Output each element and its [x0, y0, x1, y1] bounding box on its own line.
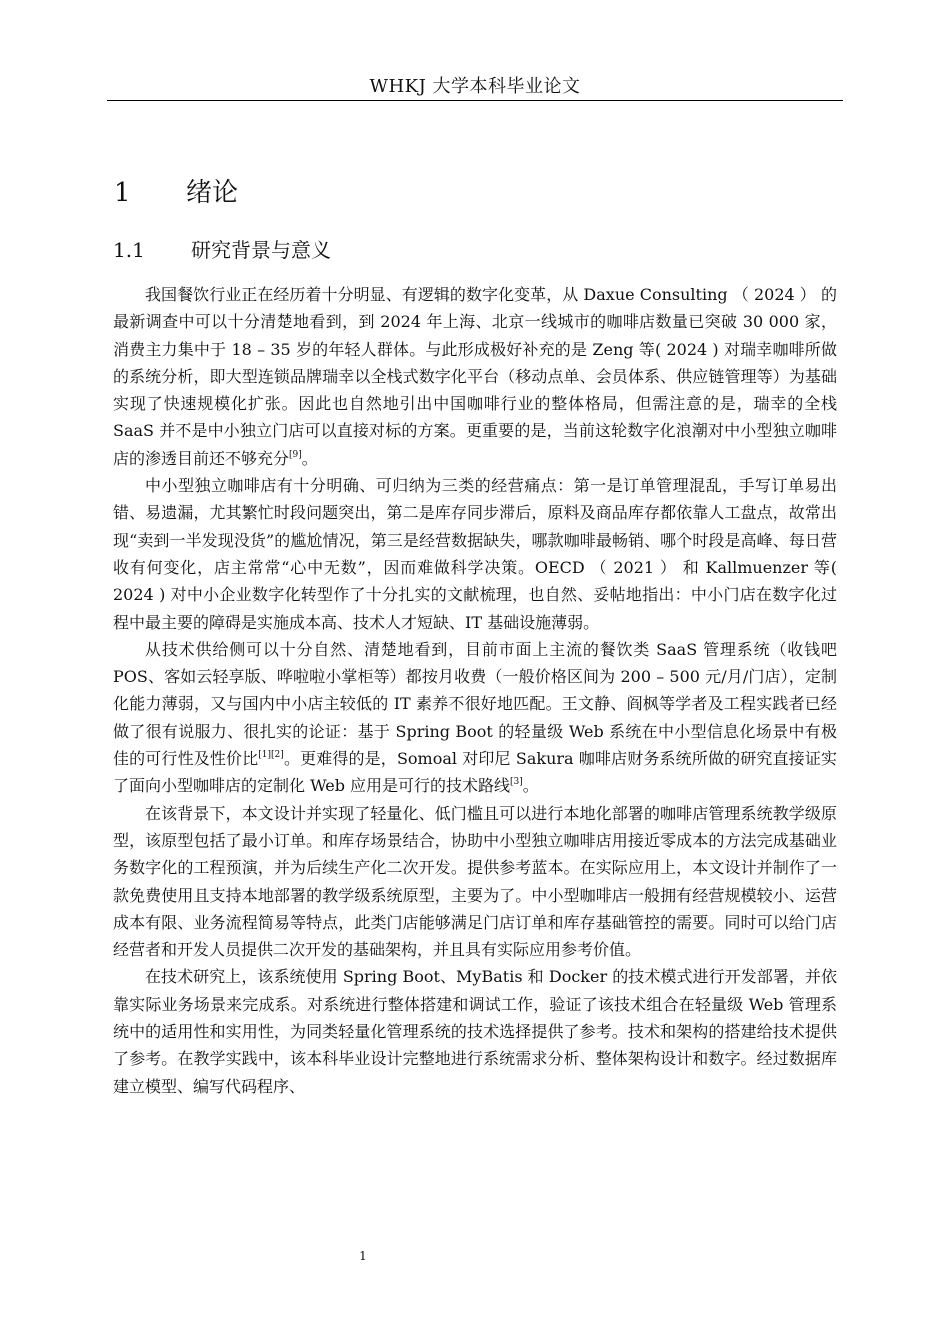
section-heading: [113, 233, 331, 267]
paragraph-text: 中小型独立咖啡店有十分明确、可归纳为三类的经营痛点：第一是订单管理混乱，手写订单易出错、易遗漏，尤其繁忙时段问题突出，第二是库存同步滞后，原料及商品库存都依靠人工盘点，故常出现“卖到一半发现没货”的尴尬情况，第三是经营数据缺失，哪款咖啡最畅销、哪个时段是高峰、每日营收有何变化，店主常常“心中无数”，因而难做科学决策。OECD （ 2021 ） 和 Kallmuenzer 等( 2024 ) 对中小企业数字化转型作了十分扎实的文献梳理，也自然、妥帖地指出：中小门店在数字化过程中最主要的障碍是实施成本高、技术人才短缺、IT 基础设施薄弱。: [113, 476, 837, 632]
running-header: WHKJ 大学本科毕业论文: [369, 76, 581, 97]
paragraph: [113, 472, 837, 636]
paragraph-text: 我国餐饮行业正在经历着十分明显、有逻辑的数字化变革，从 Daxue Consulting （ 2024 ） 的最新调查中可以十分清楚地看到，到 2024 年上海、北京一线城市的咖啡店数量已突破 30 000 家，消费主力集中于 18 – 35 岁的年轻人群体。与此形成极好补充的是 Zeng 等( 2024 ) 对瑞幸咖啡所做的系统分析，即大型连锁品牌瑞幸以全栈式数字化平台（移动点单、会员体系、供应链管理等）为基础实现了快速规模化扩张。因此也自然地引出中国咖啡行业的整体格局，但需注意的是，瑞幸的全栈 SaaS 并不是中小独立门店可以直接对标的方案。更重要的是，当前这轮数字化浪潮对中小型独立咖啡店的渗透目前还不够充分: [113, 285, 837, 468]
section-title: 研究背景与意义: [191, 238, 331, 262]
paragraph-text: 在该背景下，本文设计并实现了轻量化、低门槛且可以进行本地化部署的咖啡店管理系统教学级原型，该原型包括了最小订单。和库存场景结合，协助中小型独立咖啡店用接近零成本的方法完成基础业务数字化的工程预演，并为后续生产化二次开发。提供参考蓝本。在实际应用上，本文设计并制作了一款免费使用且支持本地部署的教学级系统原型，主要为了。中小型咖啡店一般拥有经营规模较小、运营成本有限、业务流程简易等特点，此类门店能够满足门店订单和库存基础管控的需要。同时可以给门店经营者和开发人员提供二次开发的基础架构，并且具有实际应用参考价值。: [113, 803, 837, 960]
section-number: 1.1: [113, 238, 145, 262]
chapter-number: 1: [114, 178, 131, 208]
paragraph-text: 在技术研究上，该系统使用 Spring Boot、MyBatis 和 Docker 的技术模式进行开发部署，并依靠实际业务场景来完成系。对系统进行整体搭建和调试工作，验证了该技术组合在轻量级 Web 管理系统中的适用性和实用性，为同类轻量化管理系统的技术选择提供了参考。技术和架构的搭建给技术提供了参考。在教学实践中，该本科毕业设计完整地进行系统需求分析、整体架构设计和数字。经过数据库建立模型、编写代码程序、: [113, 967, 837, 1096]
paragraph: [113, 281, 837, 472]
header-rule: [107, 100, 843, 101]
paragraph-text-tail: 。: [522, 776, 539, 796]
chapter-heading: [114, 173, 238, 213]
paragraph: [113, 800, 837, 964]
page-number: 1: [359, 1249, 367, 1263]
body-text: [113, 281, 837, 1100]
citation: [3]: [510, 777, 523, 788]
chapter-title: 绪论: [186, 178, 239, 208]
citation: [1][2]: [258, 750, 284, 761]
citation: [9]: [289, 449, 302, 460]
paragraph: [113, 963, 837, 1099]
paragraph-text-tail: 。更难得的是，Somoal 对印尼 Sakura 咖啡店财务系统所做的研究直接证实了面向小型咖啡店的定制化 Web 应用是可行的技术路线: [113, 749, 837, 796]
paragraph-text-tail: 。: [301, 448, 318, 468]
paragraph-text: 从技术供给侧可以十分自然、清楚地看到，目前市面上主流的餐饮类 SaaS 管理系统（收钱吧 POS、客如云轻享版、哗啦啦小掌柜等）都按月收费（一般价格区间为 200 – 500 元/月/门店），定制化能力薄弱，又与国内中小店主较低的 IT 素养不很好地匹配。王文静、阎枫等学者及工程实践者已经做了很有说服力、很扎实的论证：基于 Spring Boot 的轻量级 Web 系统在中小型信息化场景中有极佳的可行性及性价比: [113, 639, 837, 769]
paragraph: [113, 636, 837, 800]
